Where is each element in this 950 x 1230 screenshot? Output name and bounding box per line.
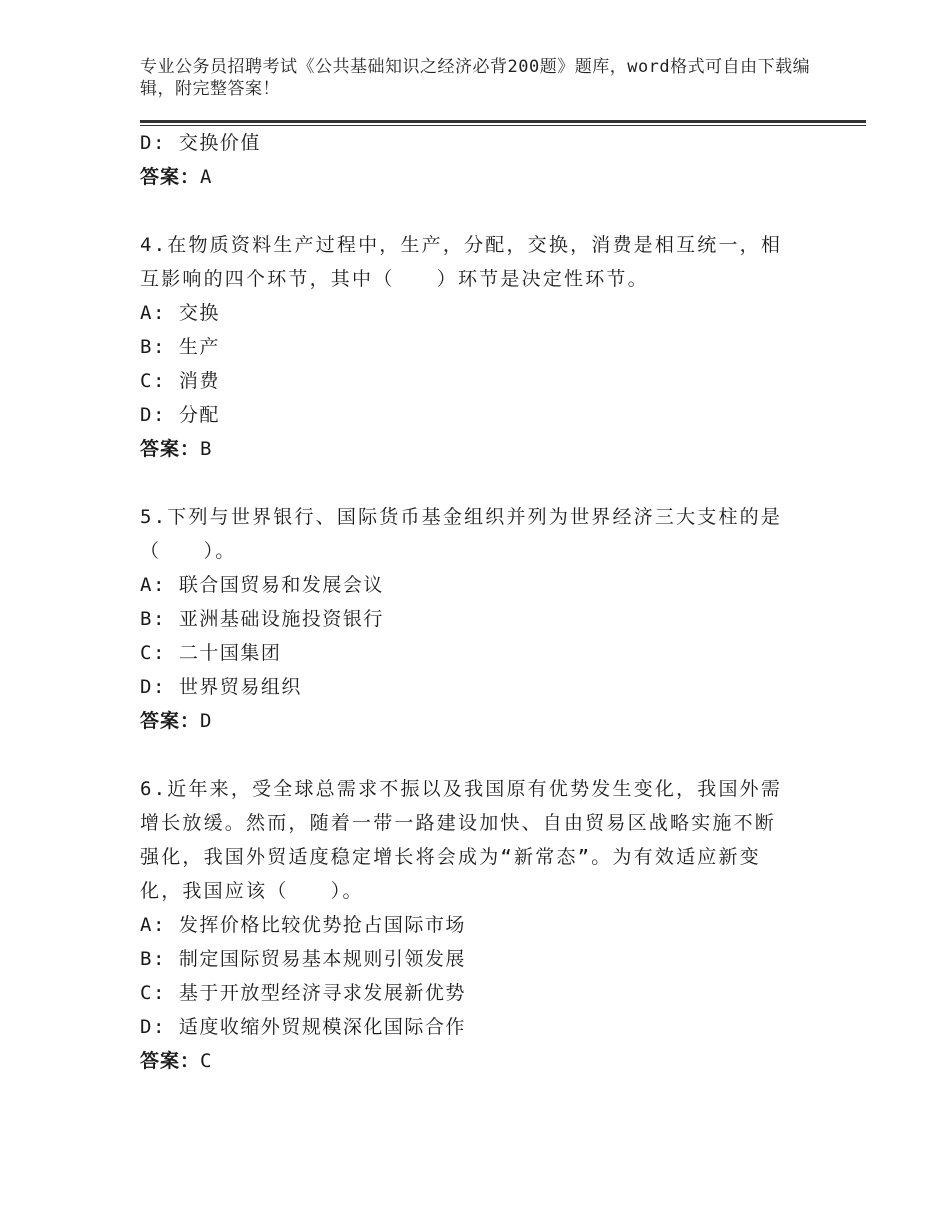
page-header: 专业公务员招聘考试《公共基础知识之经济必背200题》题库，word格式可自由下载编辑，附完整答案！	[140, 57, 811, 99]
option-d: D: 分配	[140, 404, 220, 426]
answer-value: B	[200, 438, 213, 460]
option-a: A: 交换	[140, 302, 220, 324]
answer-value: D	[200, 710, 213, 732]
question-stem-line: 互影响的四个环节，其中（ ）环节是决定性环节。	[140, 268, 649, 290]
option-b: B: 亚洲基础设施投资银行	[140, 608, 384, 630]
spacer	[140, 738, 800, 772]
answer-label: 答案：	[140, 710, 201, 732]
option-b: B: 生产	[140, 336, 220, 358]
answer	[140, 1044, 800, 1078]
option-c: C: 消费	[140, 370, 220, 392]
answer-value: C	[200, 1050, 213, 1072]
prev-answer	[140, 160, 800, 194]
answer	[140, 432, 800, 466]
answer-label: 答案：	[140, 438, 201, 460]
spacer	[140, 194, 800, 228]
option-d: D: 适度收缩外贸规模深化国际合作	[140, 1016, 466, 1038]
question-stem-line: 6.近年来，受全球总需求不振以及我国原有优势发生变化，我国外需	[140, 778, 783, 800]
question-6	[140, 772, 800, 1078]
option-c: C: 基于开放型经济寻求发展新优势	[140, 982, 466, 1004]
spacer	[140, 466, 800, 500]
question-stem-line: （ ）。	[140, 540, 237, 562]
answer-label: 答案：	[140, 1050, 201, 1072]
question-content	[140, 126, 800, 1078]
question-4	[140, 228, 800, 466]
question-5	[140, 500, 800, 738]
question-stem-line: 化，我国应该（ ）。	[140, 880, 364, 902]
answer	[140, 704, 800, 738]
question-stem-line: 增长放缓。然而，随着一带一路建设加快、自由贸易区战略实施不断	[140, 812, 777, 834]
question-stem-line: 5.下列与世界银行、国际货币基金组织并列为世界经济三大支柱的是	[140, 506, 783, 528]
option-c: C: 二十国集团	[140, 642, 282, 664]
header-divider-thick	[140, 120, 866, 123]
answer-value: A	[200, 166, 213, 188]
question-stem-line: 4.在物质资料生产过程中，生产，分配，交换，消费是相互统一，相	[140, 234, 783, 256]
option-d: D: 世界贸易组织	[140, 676, 302, 698]
question-stem-line: 强化，我国外贸适度稳定增长将会成为“新常态”。为有效适应新变	[140, 846, 761, 868]
option-a: A: 发挥价格比较优势抢占国际市场	[140, 914, 466, 936]
prev-option-d: D: 交换价值	[140, 132, 261, 154]
answer-label: 答案：	[140, 166, 201, 188]
option-a: A: 联合国贸易和发展会议	[140, 574, 384, 596]
option-b: B: 制定国际贸易基本规则引领发展	[140, 948, 466, 970]
